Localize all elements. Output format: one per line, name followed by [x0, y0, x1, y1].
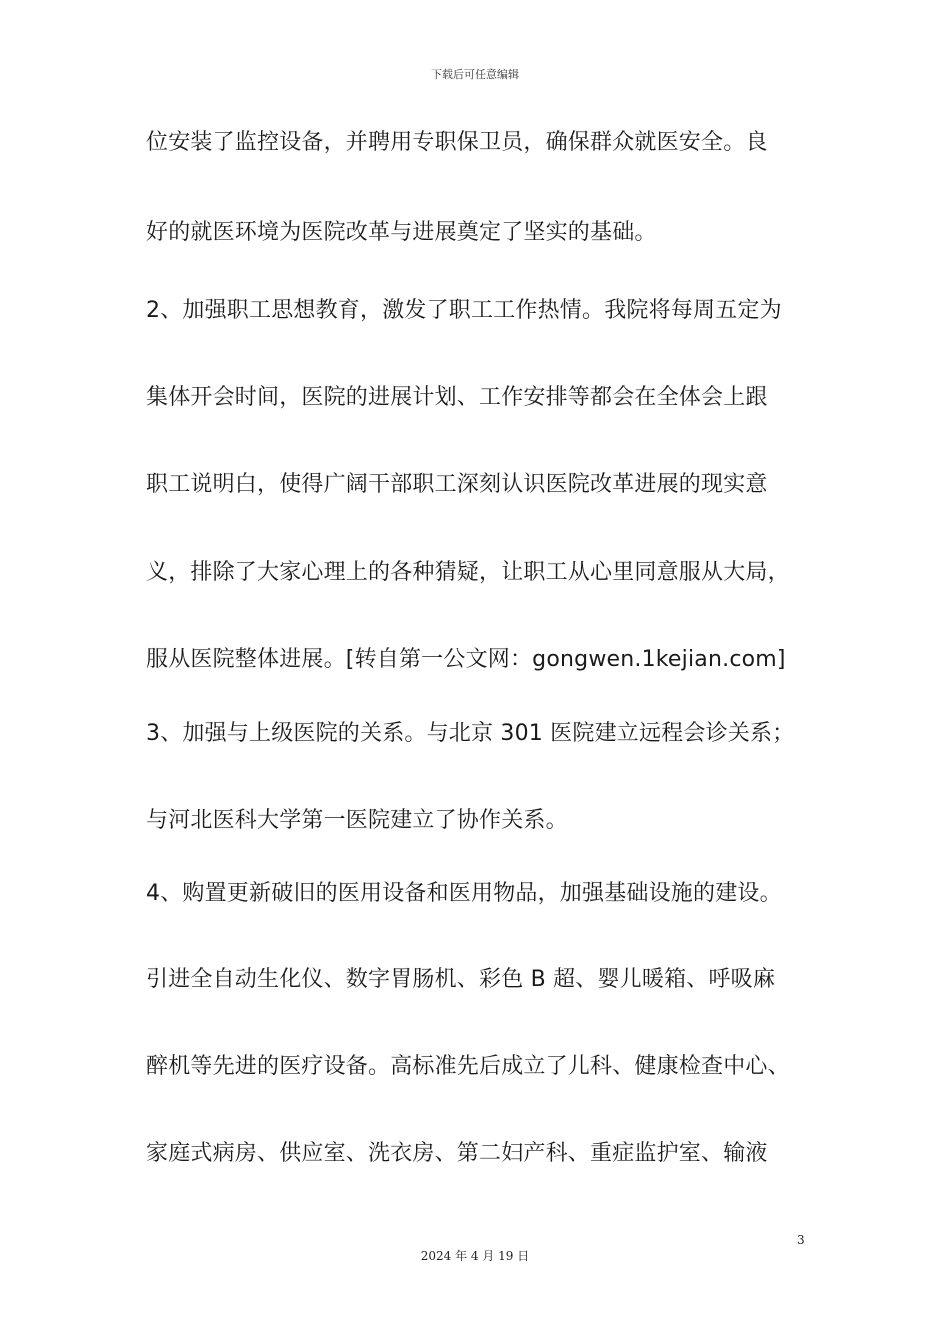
text-line-8: 3、加强与上级医院的关系。与北京 301 医院建立远程会诊关系； — [146, 721, 795, 746]
header-note: 下载后可任意编辑 — [431, 68, 519, 81]
text-line-11: 引进全自动生化仪、数字胃肠机、彩色 B 超、婴儿暖箱、呼吸麻 — [146, 967, 776, 992]
text-line-1: 位安装了监控设备，并聘用专职保卫员，确保群众就医安全。良 — [146, 130, 768, 155]
text-line-3: 2、加强职工思想教育，激发了职工工作热情。我院将每周五定为 — [146, 298, 782, 323]
footer-date: 2024 年 4 月 19 日 — [420, 1249, 530, 1263]
text-line-7: 服从医院整体进展。[转自第一公文网：gongwen.1kejian.com] — [146, 647, 786, 672]
text-line-10: 4、购置更新破旧的医用设备和医用物品，加强基础设施的建设。 — [146, 881, 782, 906]
text-line-9: 与河北医科大学第一医院建立了协作关系。 — [146, 808, 568, 833]
page-number: 3 — [797, 1233, 805, 1247]
text-line-12: 醉机等先进的医疗设备。高标准先后成立了儿科、健康检查中心、 — [146, 1054, 790, 1079]
text-line-5: 职工说明白，使得广阔干部职工深刻认识医院改革进展的现实意 — [146, 472, 768, 497]
text-line-13: 家庭式病房、供应室、洗衣房、第二妇产科、重症监护室、输液 — [146, 1141, 768, 1166]
text-line-4: 集体开会时间，医院的进展计划、工作安排等都会在全体会上跟 — [146, 385, 768, 410]
text-line-2: 好的就医环境为医院改革与进展奠定了坚实的基础。 — [146, 220, 657, 245]
text-line-6: 义，排除了大家心理上的各种猜疑，让职工从心里同意服从大局， — [146, 560, 790, 585]
